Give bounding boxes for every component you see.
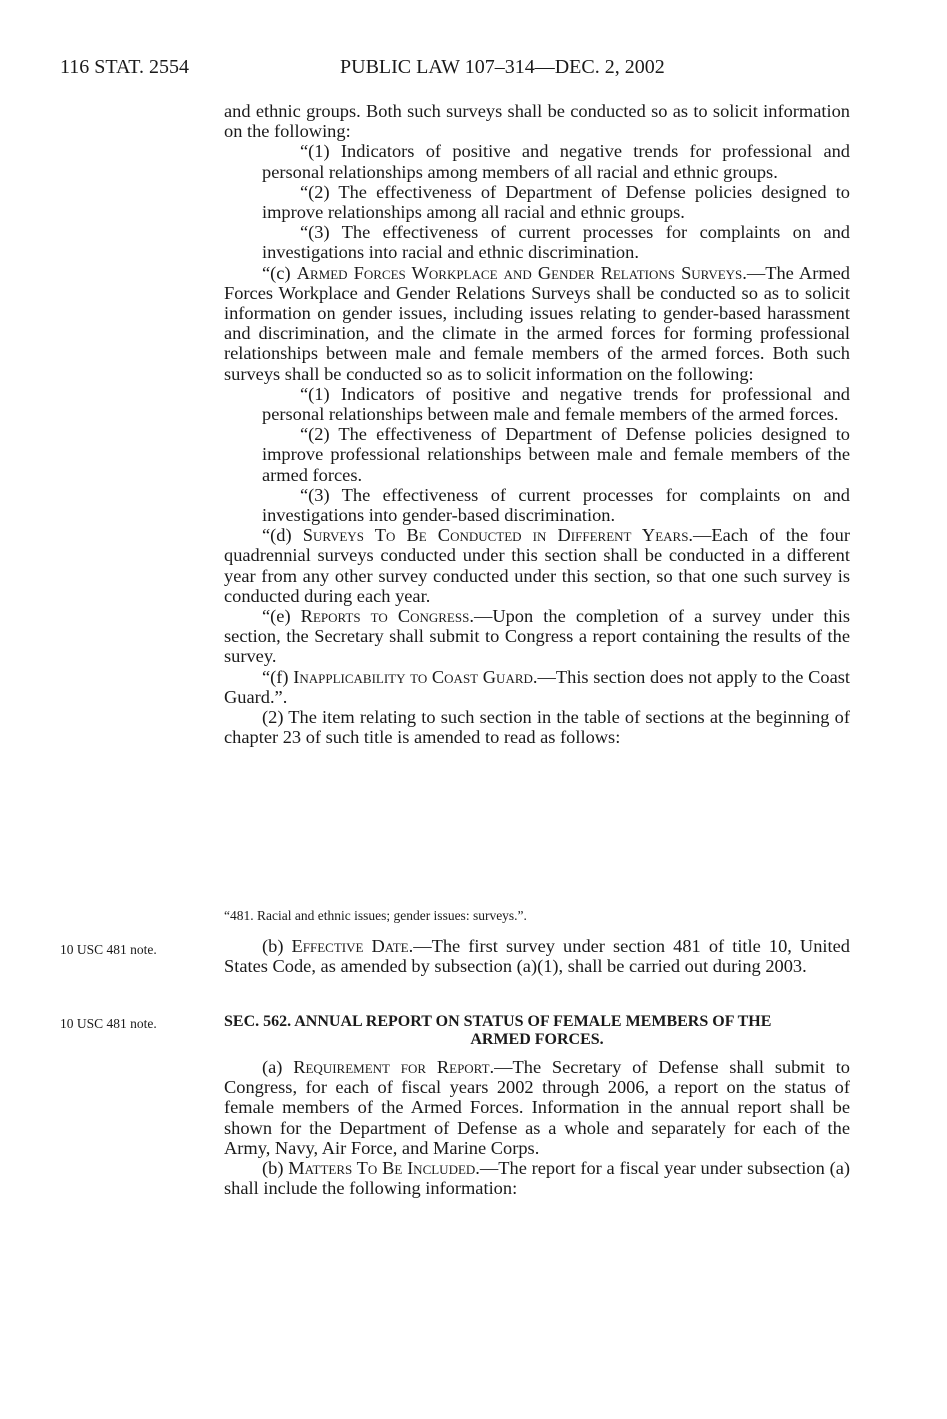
paragraph-c3: “(3) The effectiveness of current processes for complaints on and investigations into gender-based discrimination. bbox=[262, 484, 850, 526]
paragraph-b1: “(1) Indicators of positive and negative trends for professional and personal relationships among members of all racial and ethnic groups. bbox=[262, 141, 850, 182]
effective-date-heading: Effective Date. bbox=[291, 936, 414, 956]
matters-heading: Matters To Be Included. bbox=[288, 1158, 480, 1179]
paragraph-c1: “(1) Indicators of positive and negative trends for professional and personal relationships between male and female members of the armed forces. bbox=[262, 383, 850, 425]
effective-date-lead: (b) bbox=[262, 936, 292, 956]
paragraph-d bbox=[224, 525, 850, 606]
table-of-sections-item bbox=[224, 908, 850, 924]
paragraph-e-text: —Upon the completion of a survey under this section, the Secretary shall submit to Congress a report containing the results of the survey. bbox=[224, 606, 850, 667]
paragraph-c-text: —The Armed Forces Workplace and Gender Relations Surveys shall be conducted so as to solicit information on gender issues, including issues relating to gender-based harassment and discrimination, and the climate in the armed forces for forming professional relationships between male and female members of the armed forces. Both such surveys shall be conducted so as to solicit information on the following: bbox=[224, 262, 850, 384]
page-stat-citation: 116 STAT. 2554 bbox=[60, 56, 189, 78]
requirement-text: —The Secretary of Defense shall submit to Congress, for each of fiscal years 2002 through 2006, a report on the status of female members of the Armed Forces. Information in the annual report shall be shown for the Department of Defense as a whole and separately for each of the Army, Navy, Air Force, and Marine Corps. bbox=[224, 1057, 850, 1158]
paragraph-c-lead: “(c) bbox=[262, 262, 297, 283]
body-text-bottom bbox=[224, 1057, 850, 1198]
paragraph-matters bbox=[224, 1158, 850, 1198]
matters-lead: (b) bbox=[262, 1158, 289, 1179]
margin-note-2: 10 USC 481 note. bbox=[60, 1016, 157, 1031]
body-effective-date bbox=[224, 936, 850, 976]
section-heading bbox=[224, 1013, 850, 1049]
paragraph-f-lead: “(f) bbox=[262, 666, 294, 687]
body-text-top bbox=[224, 101, 850, 748]
requirement-lead: (a) bbox=[262, 1057, 294, 1077]
paragraph-b3: “(3) The effectiveness of current processes for complaints on and investigations into racial and ethnic discrimination. bbox=[262, 222, 850, 263]
section-heading-line1: SEC. 562. ANNUAL REPORT ON STATUS OF FEMALE MEMBERS OF THE bbox=[224, 1013, 772, 1030]
page-law-header: PUBLIC LAW 107–314—DEC. 2, 2002 bbox=[340, 56, 665, 78]
table-item-text: “481. Racial and ethnic issues; gender issues: surveys.”. bbox=[224, 908, 527, 923]
paragraph-e-lead: “(e) bbox=[262, 606, 301, 627]
paragraph-d-lead: “(d) bbox=[262, 525, 303, 546]
paragraph-e bbox=[224, 606, 850, 667]
paragraph-e-heading: Reports to Congress. bbox=[300, 606, 474, 627]
paragraph-d-heading: Surveys To Be Conducted in Different Years. bbox=[302, 525, 694, 546]
paragraph-f-text: —This section does not apply to the Coast Guard.”. bbox=[224, 666, 851, 707]
requirement-heading: Requirement for Report. bbox=[293, 1057, 495, 1077]
paragraph-b2: “(2) The effectiveness of Department of Defense policies designed to improve relationships among all racial and ethnic groups. bbox=[262, 181, 850, 223]
paragraph-c-heading: Armed Forces Workplace and Gender Relations Surveys. bbox=[296, 262, 747, 283]
paragraph-continuation: and ethnic groups. Both such surveys shall be conducted so as to solicit information on the following: bbox=[224, 101, 850, 142]
paragraph-effective-date bbox=[224, 936, 850, 976]
paragraph-c bbox=[224, 263, 850, 384]
paragraph-f bbox=[224, 667, 850, 707]
paragraph-a2: (2) The item relating to such section in the table of sections at the beginning of chapter 23 of such title is amended to read as follows: bbox=[224, 707, 850, 748]
paragraph-c2: “(2) The effectiveness of Department of Defense policies designed to improve professional relationships between male and female members of the armed forces. bbox=[262, 424, 850, 485]
paragraph-requirement bbox=[224, 1057, 850, 1158]
section-562-heading bbox=[224, 1013, 850, 1049]
margin-note-1: 10 USC 481 note. bbox=[60, 942, 157, 957]
effective-date-text: —The first survey under section 481 of title 10, United States Code, as amended by subsection (a)(1), shall be carried out during 2003. bbox=[224, 936, 850, 977]
paragraph-f-heading: Inapplicability to Coast Guard. bbox=[293, 666, 538, 687]
matters-text: —The report for a fiscal year under subsection (a) shall include the following information: bbox=[224, 1158, 850, 1199]
section-heading-line2: ARMED FORCES. bbox=[470, 1031, 604, 1048]
paragraph-d-text: —Each of the four quadrennial surveys conducted under this section shall be conducted in a different year from any other survey conducted under this section, so that one such survey is conducted during each year. bbox=[224, 525, 850, 606]
